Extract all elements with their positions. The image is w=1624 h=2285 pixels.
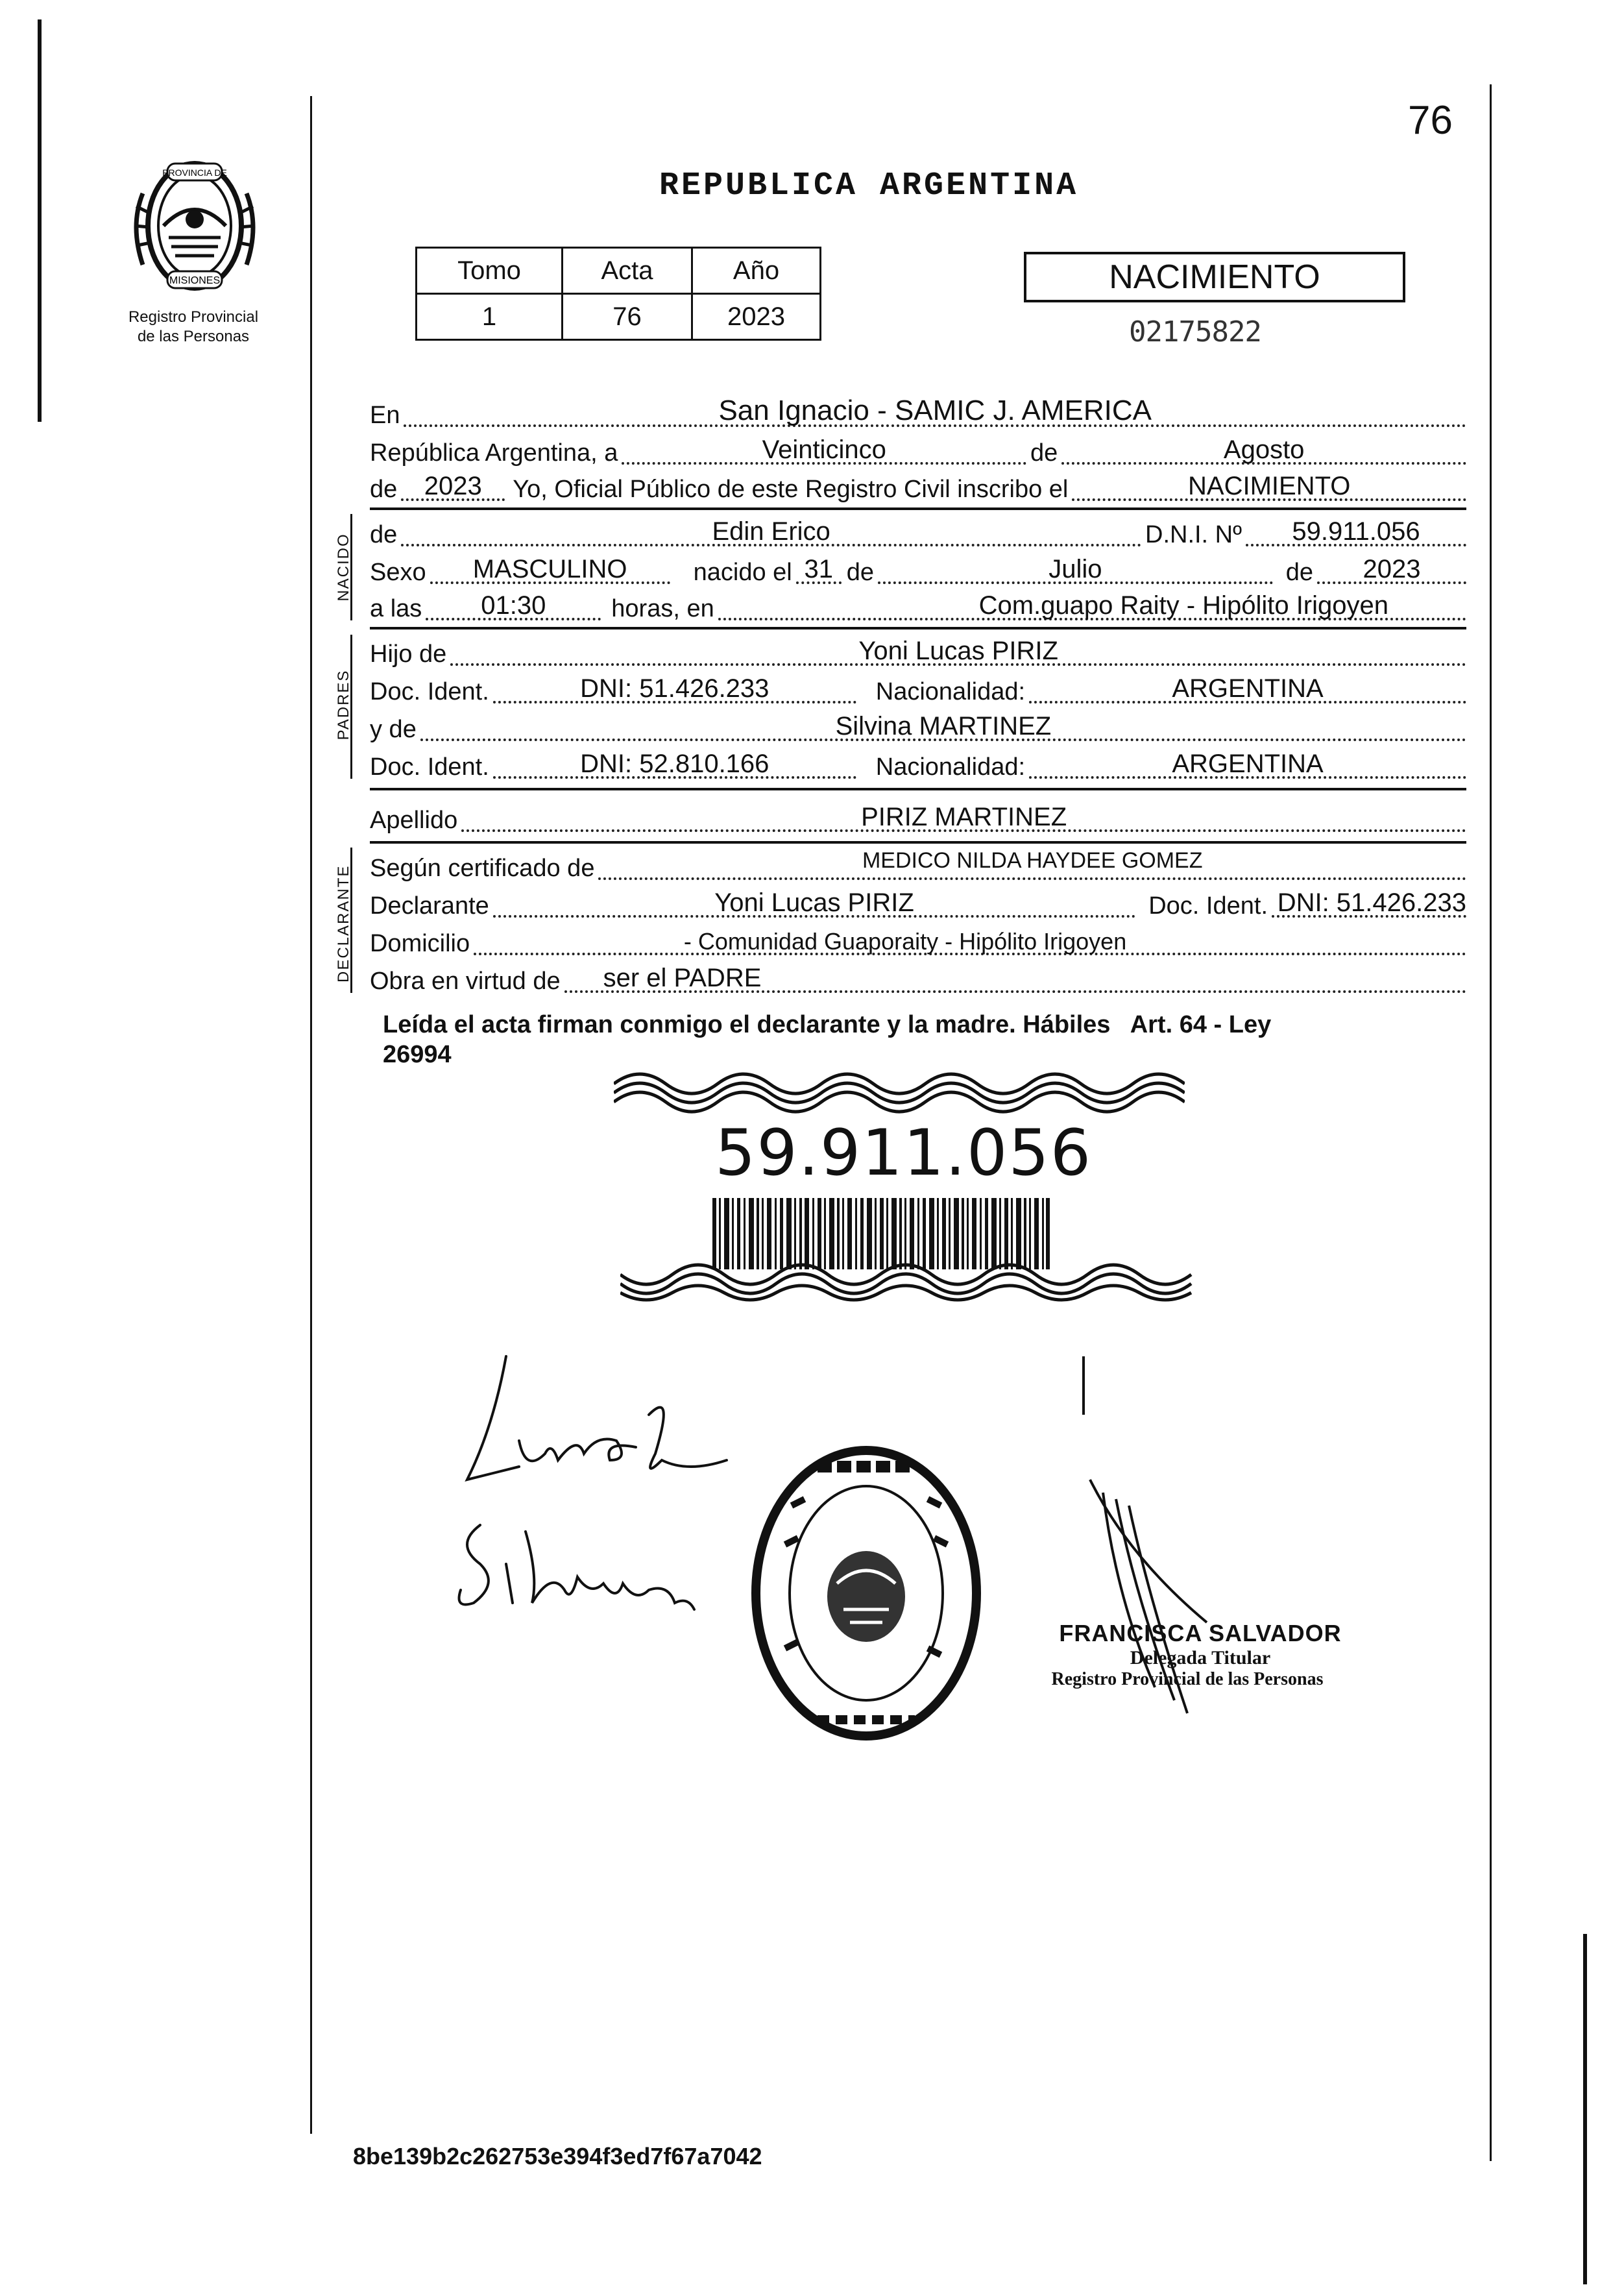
father-doc-label: Doc. Ident. <box>370 678 489 705</box>
signature-lucas <box>454 1350 740 1499</box>
father-nat-value: ARGENTINA <box>1172 674 1324 703</box>
apellido-label: Apellido <box>370 807 458 834</box>
birth-day-field <box>796 553 842 584</box>
birth-day-value: 31 <box>804 555 833 583</box>
row-en <box>370 392 1466 430</box>
apellido-field <box>461 801 1466 832</box>
divider-4 <box>370 841 1466 844</box>
registry-table-values <box>417 294 821 340</box>
mother-nat-value: ARGENTINA <box>1172 750 1324 778</box>
mother-field <box>420 710 1466 741</box>
registry-table-header <box>417 248 821 294</box>
certificado-value: MEDICO NILDA HAYDEE GOMEZ <box>862 848 1203 873</box>
apellido-value: PIRIZ MARTINEZ <box>861 803 1067 831</box>
svg-text:MISIONES: MISIONES <box>169 275 221 286</box>
registry-stamp-icon <box>746 1441 986 1746</box>
security-pattern-bottom <box>620 1255 1198 1307</box>
row-sexo <box>370 549 1466 587</box>
day-value: Veinticinco <box>762 435 886 464</box>
legal-text <box>383 1010 1479 1069</box>
declarante-section-label: DECLARANTE <box>335 864 352 983</box>
domicilio-label: Domicilio <box>370 930 470 957</box>
mother-doc-label: Doc. Ident. <box>370 753 489 781</box>
logo-caption-line2: de las Personas <box>137 328 250 345</box>
registry-logo <box>117 154 273 297</box>
declarante-value: Yoni Lucas PIRIZ <box>714 888 914 917</box>
tomo-value: 1 <box>417 294 563 340</box>
anio-value: 2023 <box>692 294 821 340</box>
dni-label: D.N.I. Nº <box>1145 521 1242 548</box>
birth-month-value: Julio <box>1048 555 1102 583</box>
sexo-label: Sexo <box>370 559 426 586</box>
official-name: FRANCISCA SALVADOR <box>1059 1620 1342 1646</box>
year-prefix-label: de <box>370 476 398 503</box>
official-office: Registro Provincial de las Personas <box>1051 1669 1324 1689</box>
document-title: REPUBLICA ARGENTINA <box>659 167 1079 204</box>
en-value: San Ignacio - SAMIC J. AMERICA <box>718 395 1152 426</box>
page-number: 76 <box>1408 98 1453 143</box>
birth-place-value: Com.guapo Raity - Hipólito Irigoyen <box>978 591 1388 620</box>
republica-label: República Argentina, a <box>370 439 618 467</box>
logo-caption <box>109 308 278 347</box>
declarante-doc-field <box>1272 886 1466 918</box>
divider-2 <box>370 627 1466 629</box>
year-field <box>401 470 505 501</box>
month-field <box>1061 434 1466 465</box>
content-right-rule <box>1490 84 1492 2161</box>
logo-caption-line1: Registro Provincial <box>128 308 259 326</box>
acta-value: 76 <box>563 294 692 340</box>
father-nat-label: Nacionalidad: <box>875 678 1026 705</box>
certificado-field <box>598 849 1466 880</box>
father-value: Yoni Lucas PIRIZ <box>858 637 1058 665</box>
dni-field <box>1246 515 1466 546</box>
mother-doc-field <box>493 748 856 779</box>
hour-field <box>426 589 601 620</box>
row-father-doc <box>370 668 1466 706</box>
a-las-label: a las <box>370 595 422 622</box>
nacido-de-label-3: de <box>1285 559 1313 586</box>
father-doc-field <box>493 672 856 703</box>
official-stamp <box>1032 1620 1369 1690</box>
act-type-box: NACIMIENTO <box>1024 252 1405 302</box>
row-anio <box>370 466 1466 504</box>
legal-text-line2: 26994 <box>383 1041 452 1068</box>
birth-year-field <box>1317 553 1466 584</box>
tomo-header: Tomo <box>417 248 563 294</box>
divider-3 <box>370 788 1466 790</box>
certificado-label: Según certificado de <box>370 855 595 882</box>
row-certificado <box>370 845 1466 883</box>
sexo-value: MASCULINO <box>472 555 627 583</box>
row-mother-doc <box>370 744 1466 781</box>
row-declarante <box>370 883 1466 920</box>
day-field <box>622 434 1026 465</box>
declarante-doc-value: DNI: 51.426.233 <box>1277 888 1466 917</box>
inscribo-value: NACIMIENTO <box>1188 472 1351 500</box>
domicilio-field <box>474 924 1466 955</box>
declarante-doc-label: Doc. Ident. <box>1148 892 1268 920</box>
mother-value: Silvina MARTINEZ <box>835 712 1052 740</box>
domicilio-value: - Comunidad Guaporaity - Hipólito Irigoyen <box>683 928 1127 955</box>
anio-header: Año <box>692 248 821 294</box>
registry-table <box>415 247 821 341</box>
birth-place-field <box>718 589 1466 620</box>
declarante-field <box>493 886 1135 918</box>
obra-value: ser el PADRE <box>603 964 762 992</box>
inscribo-text: Yo, Oficial Público de este Registro Civil inscribo el <box>513 476 1069 503</box>
official-role: Delegada Titular <box>1130 1647 1271 1668</box>
name-value: Edin Erico <box>712 517 830 546</box>
row-obra <box>370 958 1466 996</box>
en-field <box>404 396 1466 427</box>
nacido-de-label: de <box>370 521 398 548</box>
right-edge-rule <box>1583 1934 1587 2284</box>
row-hijo-de <box>370 631 1466 668</box>
legal-text-line1: Leída el acta firman conmigo el declarante y la madre. Hábiles Art. 64 - Ley <box>383 1011 1272 1038</box>
row-y-de <box>370 706 1466 744</box>
content-left-rule <box>310 96 312 2134</box>
svg-text:PROVINCIA DE: PROVINCIA DE <box>162 167 227 178</box>
birth-year-value: 2023 <box>1363 555 1421 583</box>
obra-field <box>564 962 1466 993</box>
guilloche-pattern-icon <box>614 1064 1185 1116</box>
nacido-el-label: nacido el <box>693 559 792 586</box>
province-seal-icon <box>117 154 273 297</box>
mother-nat-field <box>1029 748 1466 779</box>
row-domicilio <box>370 920 1466 958</box>
signature-silvina <box>441 1512 701 1616</box>
signature-silvina-icon <box>441 1512 701 1616</box>
security-pattern-top <box>614 1064 1185 1116</box>
padres-section-label: PADRES <box>335 669 352 740</box>
hour-value: 01:30 <box>481 591 546 620</box>
left-margin-rule <box>38 19 42 422</box>
document-hash: 8be139b2c262753e394f3ed7f67a7042 <box>353 2143 762 2169</box>
de-label: de <box>1030 439 1058 467</box>
declarante-label: Declarante <box>370 892 489 920</box>
obra-label: Obra en virtud de <box>370 968 561 995</box>
nacido-de-label-2: de <box>846 559 875 586</box>
acta-header: Acta <box>563 248 692 294</box>
year-value: 2023 <box>424 472 482 500</box>
barcode-number: 59.911.056 <box>715 1116 1093 1190</box>
guilloche-pattern-bottom-icon <box>620 1255 1198 1307</box>
row-nacido-name <box>370 511 1466 549</box>
horas-label: horas, en <box>611 595 714 622</box>
divider-1 <box>370 507 1466 510</box>
row-apellido <box>370 797 1466 835</box>
inscribo-field <box>1072 470 1466 501</box>
y-de-label: y de <box>370 716 417 743</box>
signature-lucas-icon <box>454 1350 740 1499</box>
sexo-field <box>430 553 670 584</box>
control-number: 02175822 <box>1129 315 1261 348</box>
father-field <box>450 635 1466 666</box>
mother-doc-value: DNI: 52.810.166 <box>580 750 770 778</box>
row-republica <box>370 430 1466 467</box>
mother-nat-label: Nacionalidad: <box>875 753 1026 781</box>
hijo-de-label: Hijo de <box>370 641 447 668</box>
nacido-section-label: NACIDO <box>335 533 352 602</box>
name-field <box>401 515 1141 546</box>
en-label: En <box>370 402 400 429</box>
dni-value: 59.911.056 <box>1292 517 1420 546</box>
month-value: Agosto <box>1223 435 1305 464</box>
registry-stamp <box>746 1441 986 1746</box>
birth-month-field <box>878 553 1273 584</box>
father-doc-value: DNI: 51.426.233 <box>580 674 770 703</box>
row-hora <box>370 585 1466 623</box>
father-nat-field <box>1029 672 1466 703</box>
